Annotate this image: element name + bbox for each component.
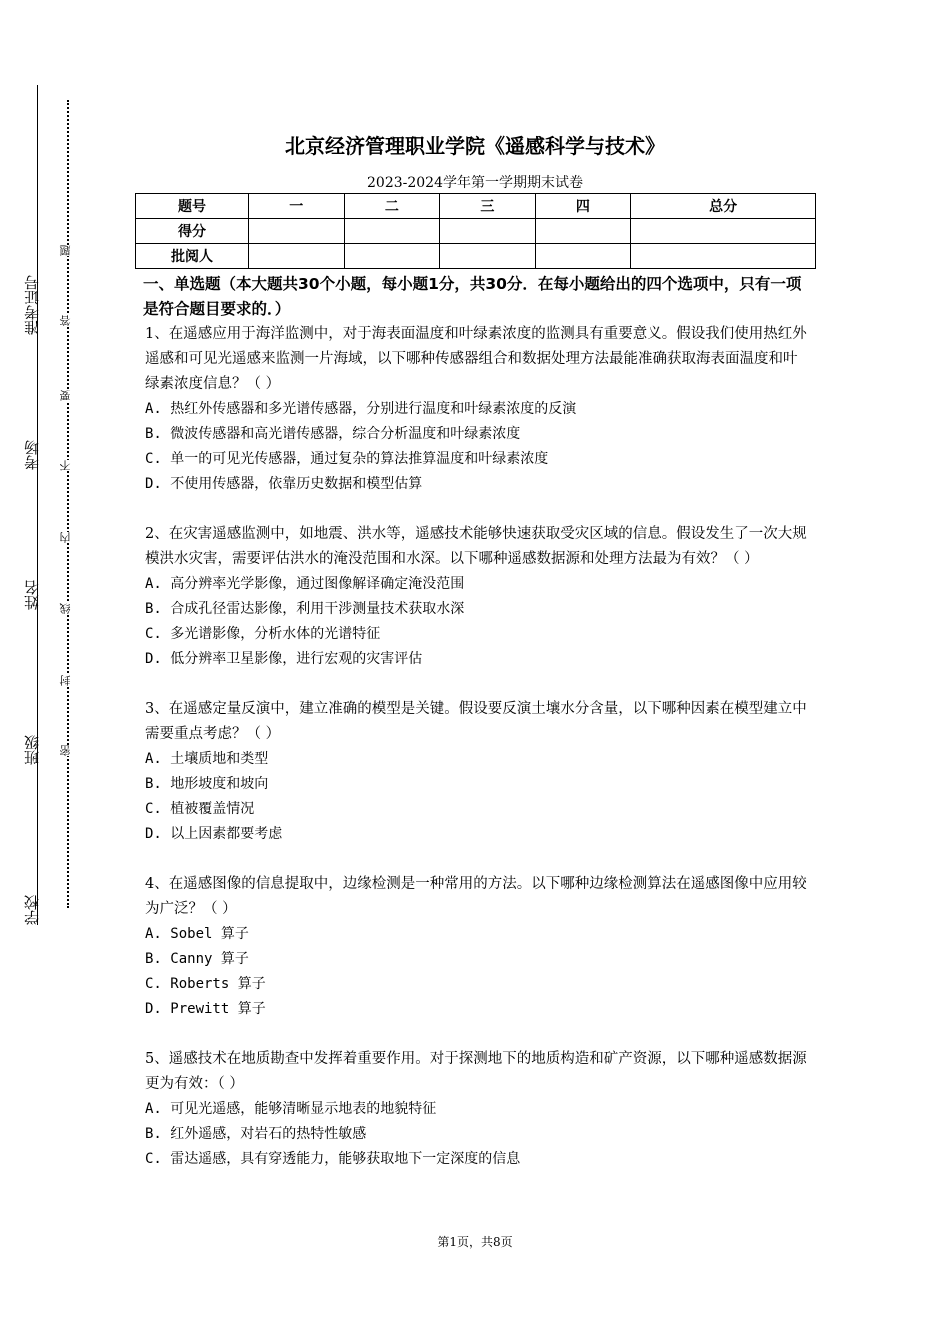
page-title: 北京经济管理职业学院《遥感科学与技术》: [285, 134, 665, 158]
exam-content: [145, 272, 810, 1197]
field-exam-number: 准考证号: [23, 275, 41, 335]
option-c: C. 单一的可见光传感器，通过复杂的算法推算温度和叶绿素浓度: [145, 451, 549, 467]
option-a: A. 可见光遥感，能够清晰显示地表的地貌特征: [145, 1101, 437, 1117]
score-cell: [631, 219, 816, 244]
score-cell: [249, 219, 345, 244]
seal-char-yao: 要: [59, 390, 72, 401]
question-stem: 3、在遥感定量反演中，建立准确的模型是关键。假设要反演土壤水分含量，以下哪种因素在模型建立中需要重点考虑？（ ）: [145, 701, 807, 742]
option-d: D. 以上因素都要考虑: [145, 826, 283, 842]
option-a: A. 土壤质地和类型: [145, 751, 269, 767]
option-c: C. 雷达遥感，具有穿透能力，能够获取地下一定深度的信息: [145, 1151, 521, 1167]
option-c: C. 多光谱影像，分析水体的光谱特征: [145, 626, 381, 642]
score-cell: [535, 219, 631, 244]
page-footer: 第1页，共8页: [437, 1235, 513, 1249]
binding-line: [37, 85, 38, 925]
seal-char-nei: 内: [59, 532, 72, 543]
option-b: B. 微波传感器和高光谱传感器，综合分析温度和叶绿素浓度: [145, 426, 521, 442]
question-1: [145, 322, 810, 497]
seal-char-feng: 封: [59, 675, 72, 686]
score-cell: [344, 219, 440, 244]
field-name: 姓名: [23, 580, 41, 610]
option-c: C. Roberts 算子: [145, 976, 266, 992]
reviewer-cell: [440, 244, 536, 269]
option-a: A. 高分辨率光学影像，通过图像解译确定淹没范围: [145, 576, 465, 592]
question-stem: 5、遥感技术在地质勘查中发挥着重要作用。对于探测地下的地质构造和矿产资源，以下哪种遥感数据源更为有效：（ ）: [145, 1051, 807, 1092]
table-header-cell: 四: [535, 194, 631, 219]
reviewer-cell: [535, 244, 631, 269]
option-d: D. 低分辨率卫星影像，进行宏观的灾害评估: [145, 651, 423, 667]
question-stem: 4、在遥感图像的信息提取中，边缘检测是一种常用的方法。以下哪种边缘检测算法在遥感图像中应用较为广泛？（ ）: [145, 876, 807, 917]
seal-char-ti: 题: [59, 245, 72, 256]
section-heading: 一、单选题（本大题共30个小题，每小题1分，共30分．在每小题给出的四个选项中，只有一项是符合题目要求的．）: [143, 275, 802, 318]
table-header-cell: 总分: [631, 194, 816, 219]
option-b: B. 合成孔径雷达影像，利用干涉测量技术获取水深: [145, 601, 465, 617]
reviewer-cell: [344, 244, 440, 269]
score-cell: [440, 219, 536, 244]
question-5: [145, 1047, 810, 1172]
seal-char-bu: 不: [59, 460, 72, 471]
question-4: [145, 872, 810, 1022]
row-label: 得分: [136, 219, 249, 244]
field-school: 学校: [23, 895, 41, 925]
page-subtitle: 2023-2024学年第一学期期末试卷: [367, 175, 583, 191]
reviewer-cell: [249, 244, 345, 269]
option-c: C. 植被覆盖情况: [145, 801, 255, 817]
table-header-cell: 二: [344, 194, 440, 219]
question-stem: 1、在遥感应用于海洋监测中，对于海表面温度和叶绿素浓度的监测具有重要意义。假设我们使用热红外遥感和可见光遥感来监测一片海域，以下哪种传感器组合和数据处理方法最能准确获取海表面温度和叶绿素浓度信息？（ ）: [145, 326, 807, 392]
table-header-cell: 一: [249, 194, 345, 219]
question-2: [145, 522, 810, 672]
option-a: A. Sobel 算子: [145, 926, 249, 942]
table-header-cell: 三: [440, 194, 536, 219]
row-label: 批阅人: [136, 244, 249, 269]
reviewer-cell: [631, 244, 816, 269]
option-b: B. Canny 算子: [145, 951, 249, 967]
option-d: D. 不使用传感器，依靠历史数据和模型估算: [145, 476, 423, 492]
score-table-row: [136, 219, 816, 244]
seal-char-mi: 密: [59, 745, 72, 756]
seal-dotted-line: [67, 100, 69, 908]
seal-char-da: 答: [59, 315, 72, 326]
option-a: A. 热红外传感器和多光谱传感器，分别进行温度和叶绿素浓度的反演: [145, 401, 577, 417]
score-table: [135, 193, 816, 269]
question-stem: 2、在灾害遥感监测中，如地震、洪水等，遥感技术能够快速获取受灾区域的信息。假设发生了一次大规模洪水灾害，需要评估洪水的淹没范围和水深。以下哪种遥感数据源和处理方法最为有效？（ ）: [145, 526, 807, 567]
table-header-cell: 题号: [136, 194, 249, 219]
field-exam-room: 考场: [23, 440, 41, 470]
seal-char-xian: 线: [59, 603, 72, 614]
score-table-row: [136, 244, 816, 269]
field-class: 班级: [23, 735, 41, 765]
option-b: B. 地形坡度和坡向: [145, 776, 269, 792]
score-table-header-row: [136, 194, 816, 219]
option-b: B. 红外遥感，对岩石的热特性敏感: [145, 1126, 367, 1142]
option-d: D. Prewitt 算子: [145, 1001, 266, 1017]
question-3: [145, 697, 810, 847]
